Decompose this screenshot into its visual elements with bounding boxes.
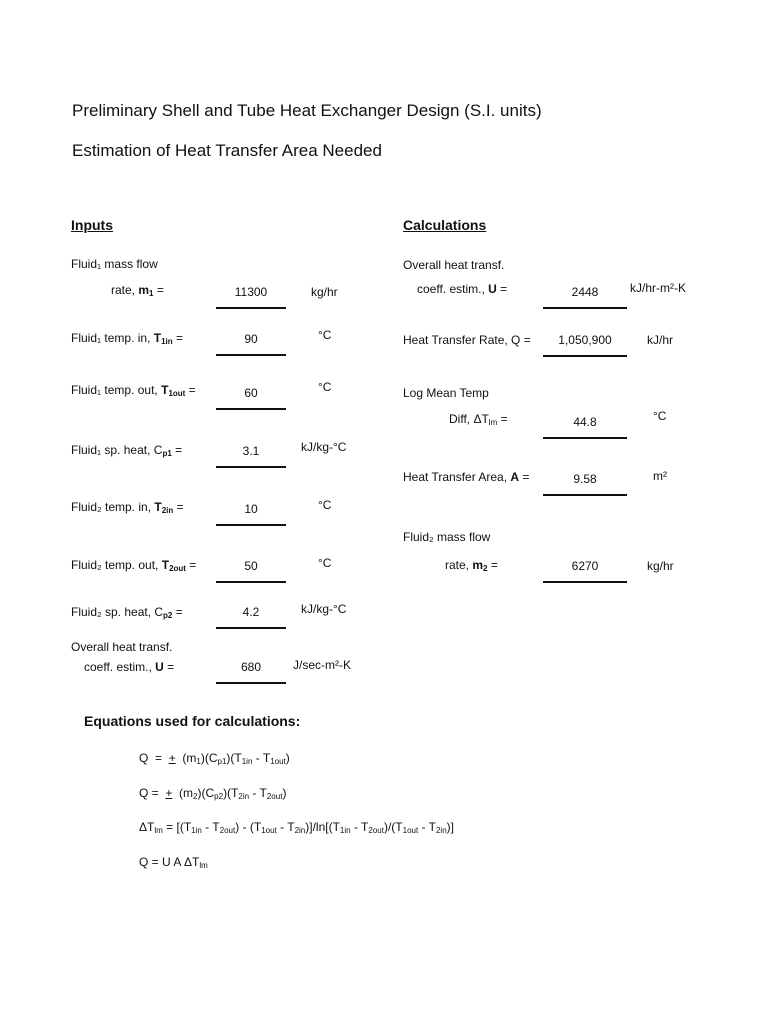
lmtd-unit: °C	[653, 409, 667, 423]
u-calc-unit: kJ/hr-m²-K	[630, 281, 686, 295]
calculations-heading: Calculations	[403, 217, 487, 233]
u-calc-label-line1: Overall heat transf.	[403, 258, 505, 272]
u-calc-label-line2: coeff. estim., U =	[417, 282, 508, 296]
u-input-unit: J/sec-m²-K	[293, 658, 351, 672]
equations-heading: Equations used for calculations:	[84, 713, 301, 729]
q-label: Heat Transfer Rate, Q =	[403, 333, 531, 347]
t1out-unit: °C	[318, 380, 332, 394]
cp1-label: Fluid₁ sp. heat, $C_{p1}$ =	[71, 443, 183, 458]
t1out-value: 60	[216, 386, 286, 410]
t2in-value: 10	[216, 502, 286, 526]
t1in-unit: °C	[318, 328, 332, 342]
lmtd-value: 44.8	[543, 415, 627, 439]
t2out-value: 50	[216, 559, 286, 583]
m2-label-line2: rate, $m_2$ =	[445, 558, 498, 573]
t1out-label: Fluid₁ temp. out, $T_{1out}$ =	[71, 383, 196, 398]
m1-label-line2: rate, $m_1$ =	[111, 283, 164, 298]
lmtd-label-line2: Diff, $\Delta T_{lm}$ =	[449, 412, 508, 427]
t1in-label: Fluid₁ temp. in, $T_{1in}$ =	[71, 331, 184, 346]
area-unit: m²	[653, 469, 667, 483]
t2in-unit: °C	[318, 498, 332, 512]
cp2-unit: kJ/kg-°C	[301, 602, 347, 616]
equation-3: $\Delta T_{lm} = [(T_{1in} - T_{2out}) - (T_{1out} - T_{2in})]/\ln[(T_{1in} - T_{2out})/(T_{1out} - T_{2in})]$	[139, 820, 455, 835]
m2-label-line1: Fluid₂ mass flow	[403, 530, 491, 544]
t2out-unit: °C	[318, 556, 332, 570]
q-unit: kJ/hr	[647, 333, 674, 347]
area-value: 9.58	[543, 472, 627, 496]
page-title: Preliminary Shell and Tube Heat Exchanger Design (S.I. units)	[72, 101, 542, 120]
cp2-label: Fluid₂ sp. heat, $C_{p2}$ =	[71, 605, 183, 620]
cp1-value: 3.1	[216, 444, 286, 468]
equation-4: Q = U A $\Delta T_{lm}$	[139, 855, 208, 870]
t1in-value: 90	[216, 332, 286, 356]
lmtd-label-line1: Log Mean Temp	[403, 386, 489, 400]
area-label: Heat Transfer Area, A =	[403, 470, 530, 484]
page-subtitle: Estimation of Heat Transfer Area Needed	[72, 141, 382, 160]
m1-unit: kg/hr	[311, 285, 338, 299]
u-input-label-line1: Overall heat transf.	[71, 640, 173, 654]
t2out-label: Fluid₂ temp. out, $T_{2out}$ =	[71, 558, 197, 573]
m1-label-line1: Fluid₁ mass flow	[71, 257, 158, 271]
t2in-label: Fluid₂ temp. in, $T_{2in}$ =	[71, 500, 184, 515]
inputs-heading: Inputs	[71, 217, 113, 233]
m2-unit: kg/hr	[647, 559, 674, 573]
cp1-unit: kJ/kg-°C	[301, 440, 347, 454]
m1-value: 11300	[216, 285, 286, 309]
u-input-value: 680	[216, 660, 286, 684]
equation-2: Q = + $(m_2)(C_{p2})(T_{2in} - T_{2out})$	[139, 786, 287, 801]
q-value: 1,050,900	[543, 333, 627, 357]
u-input-label-line2: coeff. estim., U =	[84, 660, 175, 674]
m2-value: 6270	[543, 559, 627, 583]
equation-1: Q = + $(m_1)(C_{p1})(T_{1in} - T_{1out})$	[139, 751, 290, 766]
cp2-value: 4.2	[216, 605, 286, 629]
u-calc-value: 2448	[543, 285, 627, 309]
